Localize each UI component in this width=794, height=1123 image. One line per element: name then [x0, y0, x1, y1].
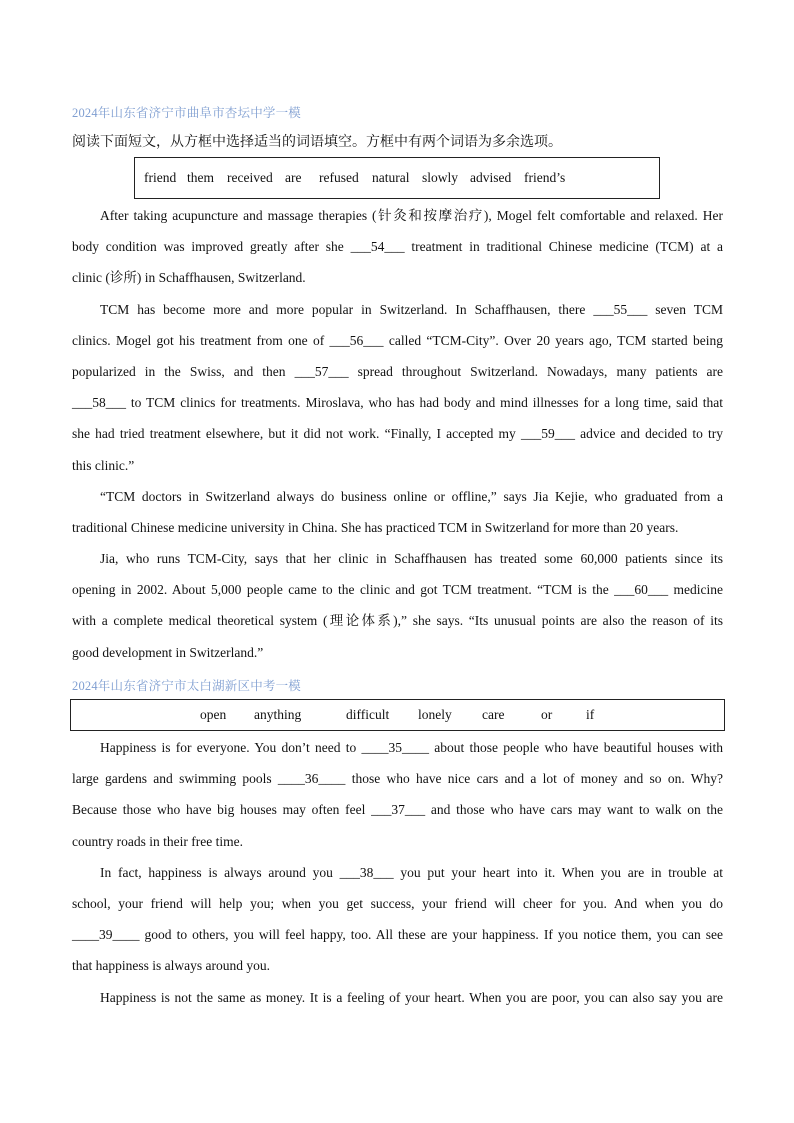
passage-line: clinics. Mogel got his treatment from one of ___56___ called “TCM-City”. Over 20 years ago, TCM started being	[72, 332, 723, 348]
word-option: difficult	[346, 707, 390, 722]
passage-line: with a complete medical theoretical system (理论体系),” she says. “Its unusual points are also the reason of its	[72, 613, 723, 629]
word-bank-box	[70, 699, 725, 731]
word-option: advised	[470, 170, 512, 185]
passage-line: After taking acupuncture and massage therapies (针灸和按摩治疗), Mogel felt comfortable and relaxed. Her	[100, 208, 723, 223]
word-option: anything	[254, 707, 302, 722]
word-option: received	[227, 170, 273, 185]
passage-line: ___58___ to TCM clinics for treatments. Miroslava, who has had body and mind illnesses for a long time, said that	[72, 395, 723, 411]
instruction-text: 阅读下面短文，从方框中选择适当的词语填空。方框中有两个词语为多余选项。	[72, 134, 562, 150]
passage-line: Happiness is not the same as money. It is a feeling of your heart. When you are poor, you can also say you are	[100, 989, 723, 1005]
word-option: friend	[144, 170, 177, 185]
passage-line: Jia, who runs TCM-City, says that her clinic in Schaffhausen has treated some 60,000 patients since its	[100, 551, 723, 567]
word-option: open	[200, 707, 227, 722]
passage-line: that happiness is always around you.	[72, 958, 270, 974]
word-option: natural	[372, 170, 410, 185]
word-option: care	[482, 707, 505, 722]
word-option: them	[187, 170, 214, 185]
word-option: are	[285, 170, 302, 185]
passage-line: country roads in their free time.	[72, 833, 243, 849]
source-label: 2024年山东省济宁市曲阜市杏坛中学一模	[72, 106, 302, 120]
passage-two	[72, 732, 723, 1013]
passage-line: Because those who have big houses may often feel ___37___ and those who have cars may want to walk on the	[72, 802, 723, 818]
passage-line: this clinic.”	[72, 457, 135, 473]
passage-line: body condition was improved greatly after she ___54___ treatment in traditional Chinese medicine (TCM) at a	[72, 239, 723, 255]
passage-line: TCM has become more and more popular in Switzerland. In Schaffhausen, there ___55___ seven TCM	[100, 301, 723, 317]
passage-one	[72, 200, 723, 668]
passage-line: school, your friend will help you; when you get success, your friend will cheer for you. And when you do	[72, 895, 723, 911]
word-option: lonely	[418, 707, 452, 722]
source-label: 2024年山东省济宁市太白湖新区中考一模	[72, 679, 302, 693]
passage-line: traditional Chinese medicine university in China. She has practiced TCM in Switzerland for more than 20 years.	[72, 519, 679, 535]
word-option: or	[541, 707, 553, 722]
passage-line: ____39____ good to others, you will feel happy, too. All these are your happiness. If you notice them, you can see	[72, 927, 723, 943]
word-option: friend’s	[524, 170, 566, 185]
passage-line: In fact, happiness is always around you ___38___ you put your heart into it. When you are in trouble at	[100, 864, 723, 880]
passage-line: Happiness is for everyone. You don’t need to ____35____ about those people who have beautiful houses with	[100, 740, 723, 755]
passage-line: she had tried treatment elsewhere, but it did not work. “Finally, I accepted my ___59___ advice and decided to try	[72, 426, 723, 442]
passage-line: popularized in the Swiss, and then ___57___ spread throughout Switzerland. Nowadays, many patients are	[72, 363, 723, 379]
passage-line: clinic (诊所) in Schaffhausen, Switzerland.	[72, 270, 306, 286]
word-bank-box	[134, 157, 660, 199]
passage-line: “TCM doctors in Switzerland always do business online or offline,” says Jia Kejie, who graduated from a	[100, 488, 723, 504]
word-option: if	[586, 707, 595, 722]
word-option: slowly	[422, 170, 459, 185]
word-option: refused	[319, 170, 359, 185]
passage-line: opening in 2002. About 5,000 people came to the clinic and got TCM treatment. “TCM is the ___60___ medicine	[72, 582, 723, 598]
passage-line: large gardens and swimming pools ____36____ those who have nice cars and a lot of money and so on. Why?	[72, 771, 723, 787]
passage-line: good development in Switzerland.”	[72, 644, 264, 660]
